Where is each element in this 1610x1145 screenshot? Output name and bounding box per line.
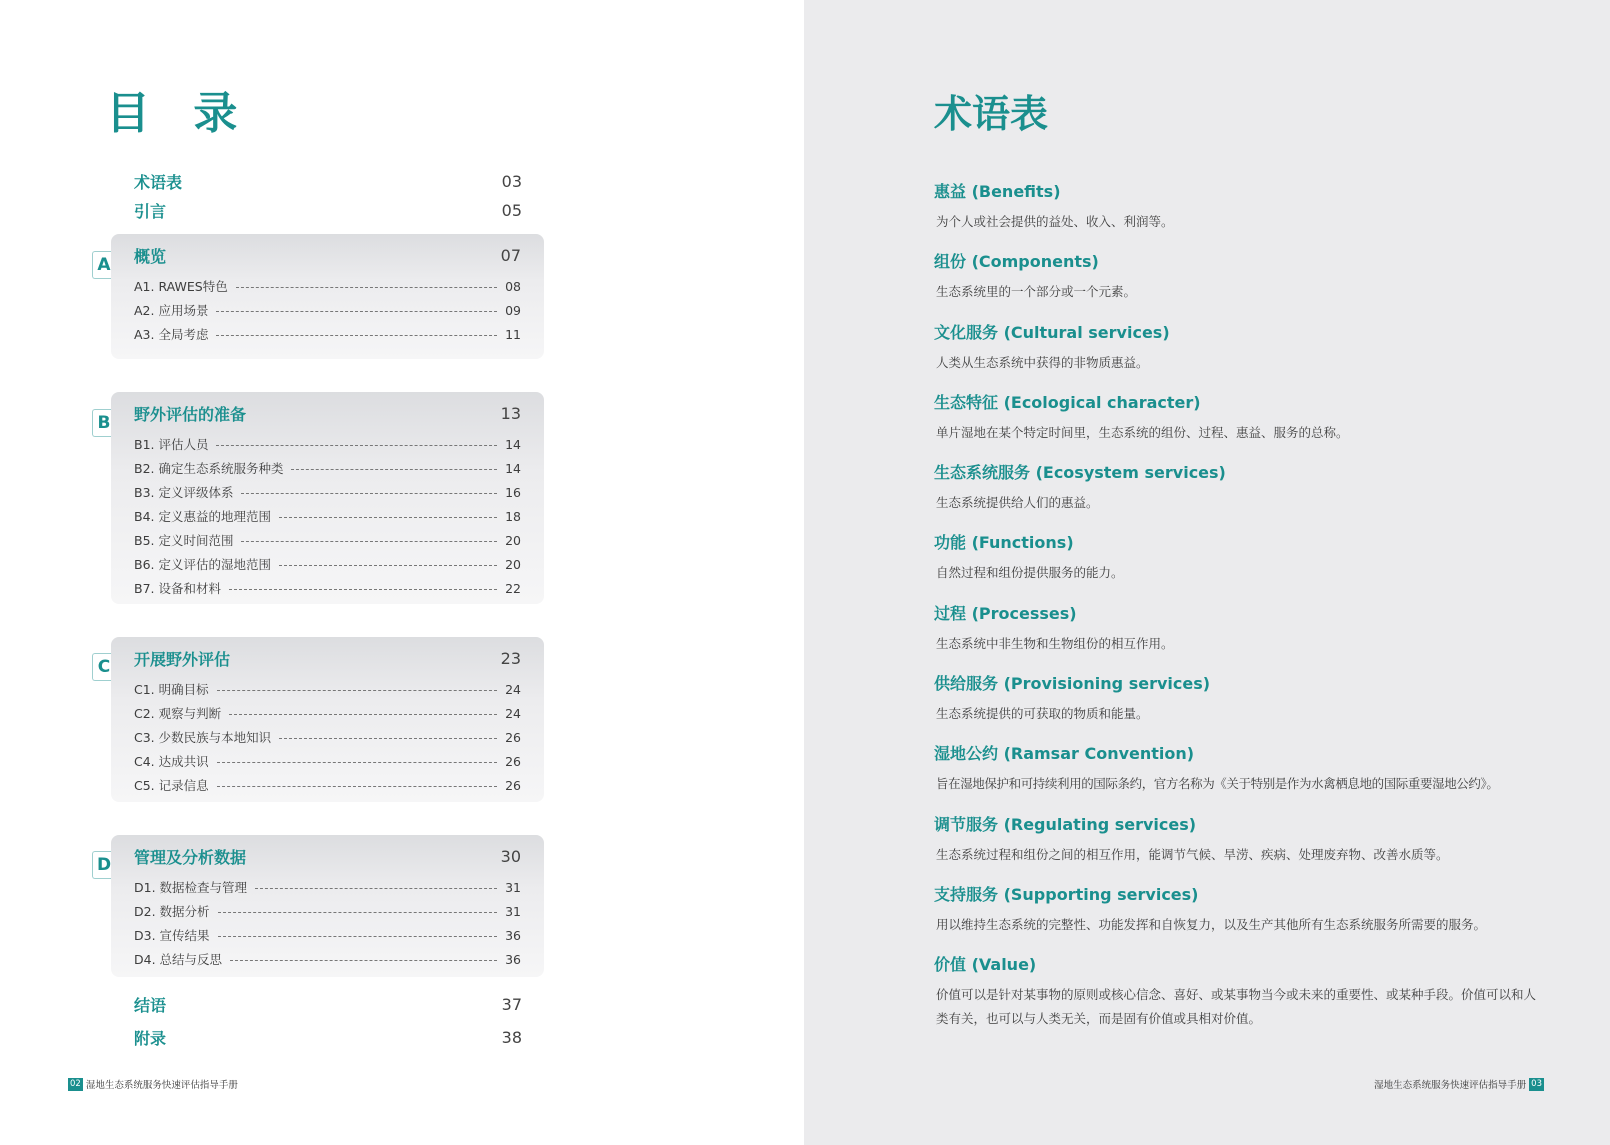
- glossary-term: 过程 (Processes): [934, 603, 1077, 623]
- glossary-term: 生态系统服务 (Ecosystem services): [934, 463, 1226, 483]
- glossary-item: [934, 883, 1574, 953]
- leader-dots: [241, 493, 497, 494]
- glossary-term: 生态特征 (Ecological character): [934, 392, 1201, 412]
- toc-sub-item[interactable]: B5. 定义时间范围 20: [134, 532, 521, 548]
- glossary-item: [934, 742, 1574, 812]
- toc-entry-label: 术语表: [134, 172, 183, 192]
- toc-sub-item[interactable]: B6. 定义评估的湿地范围 20: [134, 556, 521, 572]
- leader-dots: [255, 888, 497, 889]
- toc-sub-item[interactable]: A3. 全局考虑 11: [134, 326, 521, 342]
- leader-dots: [279, 517, 497, 518]
- toc-sub-item[interactable]: B4. 定义惠益的地理范围 18: [134, 508, 521, 524]
- section-d-page: 30: [500, 846, 521, 866]
- section-c-letter: C: [92, 653, 115, 681]
- glossary-definition: 单片湿地在某个特定时间里，生态系统的组份、过程、惠益、服务的总称。: [936, 424, 1349, 440]
- glossary-definition: 旨在湿地保护和可持续利用的国际条约，官方名称为《关于特别是作为水禽栖息地的国际重要湿地公约》。: [936, 776, 1499, 792]
- leader-dots: [229, 714, 497, 715]
- glossary-item: [934, 813, 1574, 883]
- toc-sub-item[interactable]: C2. 观察与判断 24: [134, 705, 521, 721]
- footer-left: [68, 1077, 238, 1091]
- toc-entry-label: 附录: [134, 1028, 167, 1048]
- glossary-definition: 生态系统提供的可获取的物质和能量。: [936, 706, 1149, 722]
- glossary-item: [934, 250, 1574, 320]
- leader-dots: [230, 960, 497, 961]
- glossary-definition: 生态系统里的一个部分或一个元素。: [936, 284, 1137, 300]
- glossary-term: 功能 (Functions): [934, 533, 1074, 553]
- toc-entry-page: 03: [501, 171, 522, 191]
- toc-entry-label: 引言: [134, 201, 167, 221]
- glossary-item: [934, 953, 1574, 1027]
- toc-entry-page: 37: [501, 994, 522, 1014]
- glossary-definition: 生态系统提供给人们的惠益。: [936, 495, 1099, 511]
- section-a-title: 概览: [134, 246, 167, 266]
- section-b-items: [134, 432, 521, 600]
- glossary-term: 调节服务 (Regulating services): [934, 814, 1197, 834]
- section-b-page: 13: [500, 403, 521, 423]
- section-d-items: [134, 875, 521, 971]
- toc-sub-item[interactable]: D1. 数据检查与管理 31: [134, 879, 521, 895]
- glossary-list: [934, 180, 1574, 1027]
- toc-entry-conclusion[interactable]: [134, 991, 522, 1017]
- toc-section-b: [111, 392, 544, 604]
- toc-sub-item[interactable]: B3. 定义评级体系 16: [134, 484, 521, 500]
- leader-dots: [241, 541, 497, 542]
- section-d-title: 管理及分析数据: [134, 847, 247, 867]
- toc-entry-introduction[interactable]: [134, 197, 522, 223]
- leader-dots: [217, 690, 497, 691]
- toc-sub-item[interactable]: C3. 少数民族与本地知识 26: [134, 729, 521, 745]
- section-a-letter: A: [92, 251, 115, 279]
- toc-sub-item[interactable]: A1. RAWES特色 08: [134, 278, 521, 294]
- glossary-term: 组份 (Components): [934, 252, 1099, 272]
- leader-dots: [279, 738, 497, 739]
- page-number-badge: 03: [1531, 1078, 1542, 1089]
- section-c-header[interactable]: [134, 647, 521, 669]
- section-a-items: [134, 274, 521, 346]
- leader-dots: [216, 335, 497, 336]
- glossary-item: [934, 391, 1574, 461]
- page-number-badge: 02: [70, 1078, 81, 1089]
- leader-dots: [217, 786, 497, 787]
- toc-sub-item[interactable]: D3. 宣传结果 36: [134, 927, 521, 943]
- toc-section-d: [111, 835, 544, 977]
- section-c-items: [134, 677, 521, 797]
- leader-dots: [279, 565, 497, 566]
- section-c-page: 23: [500, 648, 521, 668]
- glossary-term: 惠益 (Benefits): [934, 182, 1061, 201]
- glossary-definition: 人类从生态系统中获得的非物质惠益。: [936, 354, 1149, 370]
- leader-dots: [218, 936, 497, 937]
- toc-sub-item[interactable]: D4. 总结与反思 36: [134, 951, 521, 967]
- toc-entry-label: 结语: [134, 995, 167, 1015]
- glossary-item: [934, 602, 1574, 672]
- footer-title: 湿地生态系统服务快速评估指导手册: [85, 1080, 238, 1091]
- glossary-definition: 生态系统中非生物和生物组份的相互作用。: [936, 635, 1174, 651]
- left-page-toc: [0, 0, 804, 1145]
- footer-right: [1374, 1077, 1544, 1091]
- toc-sub-item[interactable]: B2. 确定生态系统服务种类 14: [134, 460, 521, 476]
- toc-sub-item[interactable]: D2. 数据分析 31: [134, 903, 521, 919]
- glossary-definition: 生态系统过程和组份之间的相互作用，能调节气候、旱涝、疾病、处理废弃物、改善水质等。: [936, 846, 1449, 862]
- section-a-page: 07: [500, 245, 521, 265]
- toc-sub-item[interactable]: C1. 明确目标 24: [134, 681, 521, 697]
- leader-dots: [216, 311, 497, 312]
- toc-sub-item[interactable]: C4. 达成共识 26: [134, 753, 521, 769]
- section-a-header[interactable]: [134, 244, 521, 266]
- glossary-term: 文化服务 (Cultural services): [934, 322, 1170, 342]
- toc-entry-page: 38: [501, 1027, 522, 1047]
- leader-dots: [217, 762, 497, 763]
- glossary-item: [934, 461, 1574, 531]
- glossary-definition: 为个人或社会提供的益处、收入、利润等。: [936, 214, 1174, 229]
- glossary-term: 湿地公约 (Ramsar Convention): [934, 744, 1195, 764]
- section-d-letter: D: [92, 851, 115, 879]
- section-b-title: 野外评估的准备: [134, 404, 247, 424]
- toc-title: 目 录: [106, 88, 252, 139]
- toc-section-a: [111, 234, 544, 359]
- glossary-item: [934, 672, 1574, 742]
- toc-entry-page: 05: [501, 200, 522, 220]
- toc-sub-item[interactable]: B7. 设备和材料 22: [134, 580, 521, 596]
- glossary-term: 价值 (Value): [934, 955, 1037, 975]
- toc-section-c: [111, 637, 544, 802]
- leader-dots: [216, 445, 497, 446]
- section-b-header[interactable]: [134, 402, 521, 424]
- glossary-item: [934, 531, 1574, 601]
- toc-sub-item[interactable]: A2. 应用场景 09: [134, 302, 521, 318]
- glossary-term: 支持服务 (Supporting services): [934, 884, 1199, 904]
- section-b-letter: B: [92, 409, 115, 437]
- glossary-item: [934, 321, 1574, 391]
- leader-dots: [218, 912, 497, 913]
- glossary-definition: 自然过程和组份提供服务的能力。: [936, 565, 1124, 581]
- footer-title: 湿地生态系统服务快速评估指导手册: [1374, 1080, 1527, 1091]
- glossary-definition: 用以维持生态系统的完整性、功能发挥和自恢复力，以及生产其他所有生态系统服务所需要的服务。: [936, 916, 1487, 932]
- glossary-item: [934, 180, 1574, 250]
- leader-dots: [229, 589, 497, 590]
- section-c-title: 开展野外评估: [134, 649, 231, 669]
- toc-sub-item[interactable]: C5. 记录信息 26: [134, 777, 521, 793]
- glossary-title: 术语表: [934, 92, 1049, 136]
- glossary-definition: 价值可以是针对某事物的原则或核心信念、喜好、或某事物当今或未来的重要性、或某种手段。价值可以和人类有关，也可以与人类无关，而是固有价值或具相对价值。: [936, 987, 1537, 1027]
- section-d-header[interactable]: [134, 845, 521, 867]
- leader-dots: [236, 287, 497, 288]
- leader-dots: [291, 469, 497, 470]
- toc-entry-glossary[interactable]: [134, 168, 522, 194]
- glossary-term: 供给服务 (Provisioning services): [934, 674, 1211, 694]
- toc-sub-item[interactable]: B1. 评估人员 14: [134, 436, 521, 452]
- toc-entry-appendix[interactable]: [134, 1024, 522, 1050]
